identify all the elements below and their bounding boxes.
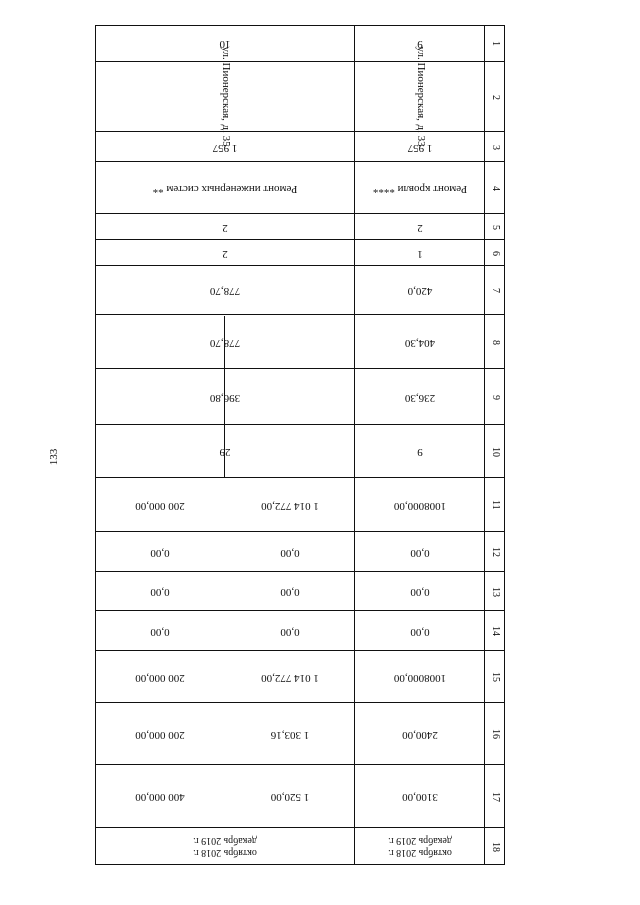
row10-col11-b: 200 000,00 [135,499,185,512]
row10-work-type: Ремонт инженерных систем ** [152,182,298,195]
row9-col18: октябрь 2018 г. декабрь 2019 г. [388,835,452,859]
row10-col17-a: 1 520,00 [270,791,310,804]
row9-col16: 2400,00 [402,728,438,741]
row10-col6: 2 [222,247,228,260]
row10-col5: 2 [222,221,228,234]
row10-col12-b: 0,00 [150,546,170,559]
row9-col7: 420,0 [407,285,433,298]
column-number: 16 [490,729,501,739]
column-number: 7 [490,288,501,293]
column-number: 6 [490,250,501,256]
column-number: 15 [490,672,501,682]
column-number: 5 [490,224,501,230]
row9-col10: 9 [417,446,423,459]
row9-col15: 1008000,00 [393,671,447,684]
page-number: 133 [48,448,60,466]
row9-col5: 2 [417,221,423,234]
row9-address: ул. Пионерская, д. 33 [414,46,427,148]
row10-col10: 29 [219,446,231,459]
column-number: 4 [490,185,501,191]
row10-col14-b: 0,00 [150,625,170,638]
row9-work-type: Ремонт кровли **** [372,182,468,195]
row9-col6: 1 [417,247,423,260]
column-number: 8 [490,339,501,345]
column-number: 9 [490,394,501,400]
row9-year: 1 957 [407,141,433,154]
row10-col12-a: 0,00 [280,546,300,559]
column-number: 14 [490,626,501,636]
column-number: 12 [490,547,501,557]
row9-col12: 0,00 [410,546,430,559]
row10-col18: октябрь 2018 г. декабрь 2019 г. [193,835,257,859]
row10-col16-a: 1 303,16 [270,728,310,741]
row10-col13-a: 0,00 [280,586,300,599]
flipped-table-sheet [95,25,505,865]
row10-col7: 778,70 [209,285,241,298]
row9-number: 9 [417,38,423,51]
column-number: 2 [490,94,501,100]
row9-col11: 1008000,00 [393,499,447,512]
column-number: 11 [490,500,501,510]
row10-col11-a: 1 014 772,00 [261,499,319,512]
column-number: 18 [490,841,501,852]
row9-col14: 0,00 [410,625,430,638]
row10-col15-a: 1 014 772,00 [261,671,319,684]
row9-col9: 236,30 [404,391,436,404]
row10-col17-b: 400 000,00 [135,791,185,804]
column-number: 1 [490,41,501,46]
row9-col13: 0,00 [410,586,430,599]
column-number: 13 [490,586,501,597]
row10-year: 1 957 [212,141,238,154]
row10-col16-b: 200 000,00 [135,728,185,741]
row10-address: ул. Пионерская, д. 35 [219,46,232,148]
row10-number: 10 [219,38,231,51]
row10-col14-a: 0,00 [280,625,300,638]
column-number: 17 [490,791,501,802]
row9-col17: 3100,00 [402,791,438,804]
row9-col8: 404,30 [404,336,436,349]
column-number: 3 [490,144,501,150]
row10-col8: 778,70 [209,336,241,349]
row10-col13-b: 0,00 [150,586,170,599]
row10-col9: 396,80 [209,391,241,404]
column-number: 10 [490,446,501,457]
row10-col15-b: 200 000,00 [135,671,185,684]
